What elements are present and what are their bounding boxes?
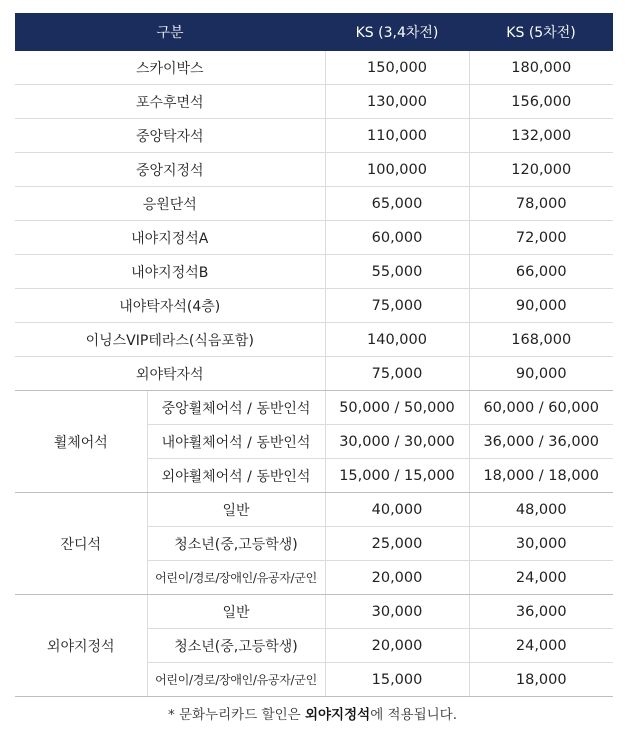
price-ks-5: 60,000 / 60,000 [469, 391, 613, 425]
price-ks-5: 78,000 [469, 187, 613, 221]
seat-name: 중앙지정석 [15, 153, 325, 187]
seat-name: 내야휠체어석 / 동반인석 [147, 425, 325, 459]
seat-name: 스카이박스 [15, 51, 325, 85]
footnote-emphasis: 외야지정석 [304, 707, 371, 723]
seat-name: 청소년(중,고등학생) [147, 527, 325, 561]
price-ks-34: 25,000 [325, 527, 469, 561]
table-row [15, 51, 613, 85]
price-ks-34: 65,000 [325, 187, 469, 221]
footnote-prefix: * 문화누리카드 할인은 [167, 707, 305, 723]
header-category: 구분 [15, 13, 325, 51]
price-ks-5: 156,000 [469, 85, 613, 119]
seat-name: 내야지정석A [15, 221, 325, 255]
seat-name: 중앙탁자석 [15, 119, 325, 153]
seat-name: 응원단석 [15, 187, 325, 221]
price-ks-34: 140,000 [325, 323, 469, 357]
table-row [15, 255, 613, 289]
price-ks-5: 90,000 [469, 289, 613, 323]
price-ks-5: 90,000 [469, 357, 613, 391]
group-wheelchair: 휠체어석 [15, 391, 147, 493]
seat-name: 청소년(중,고등학생) [147, 629, 325, 663]
price-ks-34: 50,000 / 50,000 [325, 391, 469, 425]
seat-name: 어린이/경로/장애인/유공자/군인 [147, 663, 325, 697]
price-ks-5: 30,000 [469, 527, 613, 561]
price-ks-5: 24,000 [469, 561, 613, 595]
price-ks-5: 180,000 [469, 51, 613, 85]
seat-name: 어린이/경로/장애인/유공자/군인 [147, 561, 325, 595]
price-ks-5: 18,000 [469, 663, 613, 697]
price-ks-5: 18,000 / 18,000 [469, 459, 613, 493]
header-ks-5: KS (5차전) [469, 13, 613, 51]
seat-name: 중앙휠체어석 / 동반인석 [147, 391, 325, 425]
table-row [15, 119, 613, 153]
table-row [15, 221, 613, 255]
price-table [15, 13, 613, 697]
price-ks-34: 60,000 [325, 221, 469, 255]
table-row [15, 493, 613, 527]
table-row [15, 153, 613, 187]
price-ks-5: 48,000 [469, 493, 613, 527]
price-ks-34: 30,000 [325, 595, 469, 629]
table-row [15, 323, 613, 357]
price-ks-5: 120,000 [469, 153, 613, 187]
seat-name: 일반 [147, 493, 325, 527]
header-ks-34: KS (3,4차전) [325, 13, 469, 51]
seat-name: 내야탁자석(4층) [15, 289, 325, 323]
footnote [0, 703, 625, 723]
footnote-suffix: 에 적용됩니다. [370, 707, 458, 723]
price-ks-5: 168,000 [469, 323, 613, 357]
price-ks-5: 24,000 [469, 629, 613, 663]
price-ks-34: 100,000 [325, 153, 469, 187]
price-ks-5: 132,000 [469, 119, 613, 153]
table-row [15, 357, 613, 391]
price-ks-5: 36,000 [469, 595, 613, 629]
table-row [15, 391, 613, 425]
price-ks-34: 55,000 [325, 255, 469, 289]
price-ks-34: 75,000 [325, 357, 469, 391]
price-ks-34: 30,000 / 30,000 [325, 425, 469, 459]
seat-name: 내야지정석B [15, 255, 325, 289]
price-ks-34: 75,000 [325, 289, 469, 323]
price-ks-34: 130,000 [325, 85, 469, 119]
table-row [15, 289, 613, 323]
seat-name: 일반 [147, 595, 325, 629]
price-ks-34: 20,000 [325, 629, 469, 663]
seat-name: 외야휠체어석 / 동반인석 [147, 459, 325, 493]
price-ks-34: 20,000 [325, 561, 469, 595]
price-ks-5: 66,000 [469, 255, 613, 289]
price-ks-34: 15,000 [325, 663, 469, 697]
price-ks-34: 150,000 [325, 51, 469, 85]
price-ks-34: 110,000 [325, 119, 469, 153]
seat-name: 이닝스VIP테라스(식음포함) [15, 323, 325, 357]
price-ks-34: 15,000 / 15,000 [325, 459, 469, 493]
price-ks-5: 36,000 / 36,000 [469, 425, 613, 459]
seat-name: 외야탁자석 [15, 357, 325, 391]
group-lawn: 잔디석 [15, 493, 147, 595]
table-row [15, 85, 613, 119]
table-row [15, 595, 613, 629]
price-ks-34: 40,000 [325, 493, 469, 527]
group-outfield-reserved: 외야지정석 [15, 595, 147, 697]
table-row [15, 187, 613, 221]
price-ks-5: 72,000 [469, 221, 613, 255]
seat-name: 포수후면석 [15, 85, 325, 119]
table-header-row [15, 13, 613, 51]
